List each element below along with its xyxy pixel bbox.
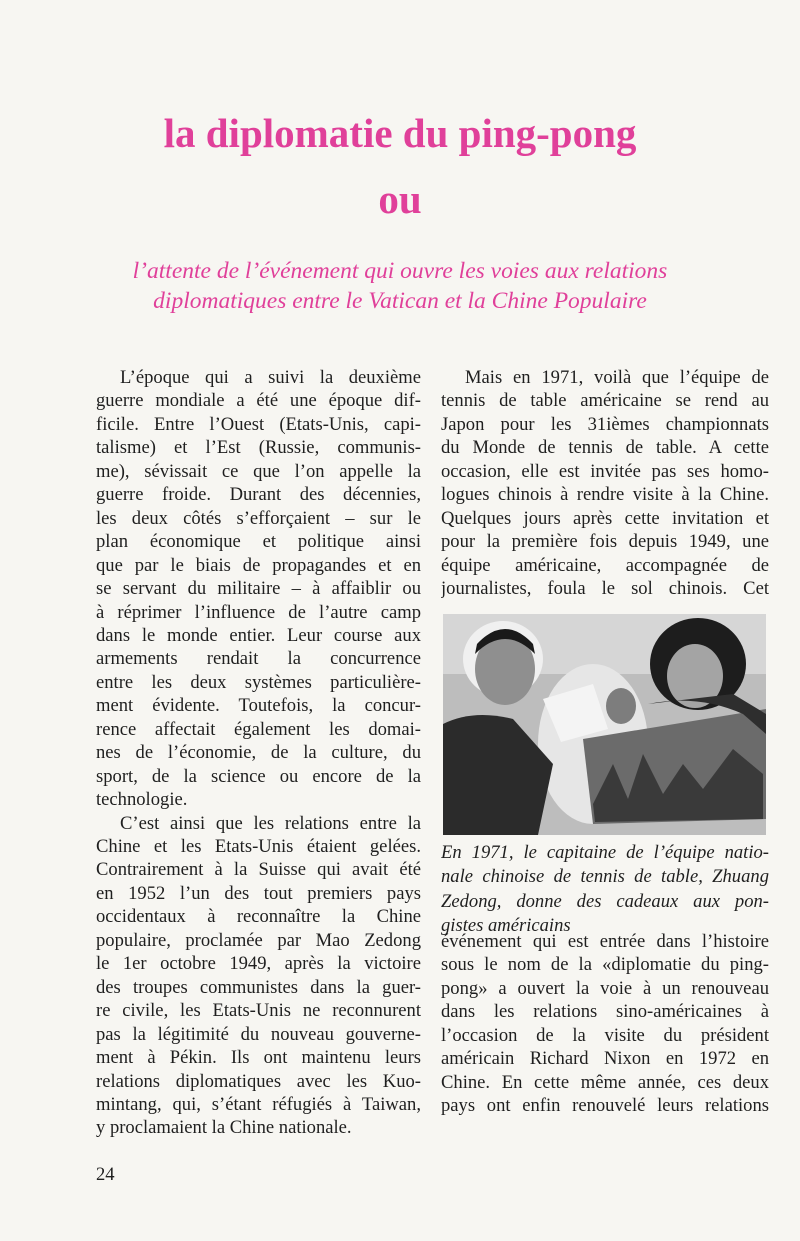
- text-line: du Monde de tennis de table. A cette: [441, 437, 769, 459]
- text-line: événement qui est entrée dans l’histoire: [441, 931, 769, 952]
- text-line: relations diplomatiques avec les Kuo-: [96, 1070, 421, 1092]
- text-line: sous le nom de la «diplomatie du ping-: [441, 954, 769, 976]
- caption-line: nale chinoise de tennis de table, Zhuang: [441, 866, 769, 888]
- text-line: armements rendait la concurrence: [96, 648, 421, 670]
- text-line: les deux côtés s’efforçaient – sur le: [96, 507, 421, 529]
- text-line: guerre mondiale a été une époque dif-: [96, 390, 421, 412]
- text-line: équipe américaine, accompagnée de: [441, 554, 769, 576]
- text-line: C’est ainsi que les relations entre la: [120, 812, 421, 834]
- subtitle-line-2: diplomatiques entre le Vatican et la Chine Populaire: [153, 288, 647, 314]
- text-line: dans le monde entier. Leur course aux: [96, 624, 421, 646]
- text-line: à réprimer l’influence de l’autre camp: [96, 601, 421, 623]
- text-line: y proclamaient la Chine nationale.: [96, 1117, 352, 1139]
- text-line: pas la légitimité du nouveau gouverne-: [96, 1023, 421, 1045]
- text-line: L’époque qui a suivi la deuxième: [120, 367, 421, 388]
- text-line: journalistes, foula le sol chinois. Cet: [441, 578, 769, 600]
- subtitle-line-1: l’attente de l’événement qui ouvre les voies aux relations: [132, 258, 668, 284]
- text-line: des troupes communistes dans la guer-: [96, 976, 421, 998]
- text-line: guerre froide. Durant des décennies,: [96, 484, 421, 506]
- caption-line: gistes américains: [441, 914, 571, 936]
- article-title: la diplomatie du ping-pong: [163, 110, 637, 156]
- page-number: 24: [96, 1164, 115, 1185]
- text-line: se servant du militaire – à affaiblir ou: [96, 578, 421, 600]
- text-line: nes de l’économie, de la culture, du: [96, 742, 421, 764]
- text-line: entre les deux systèmes particulière-: [96, 671, 421, 693]
- text-line: Chine et les Etats-Unis étaient gelées.: [96, 836, 421, 857]
- text-line: ficile. Entre l’Ouest (Etats-Unis, capi-: [96, 413, 421, 435]
- text-line: Mais en 1971, voilà que l’équipe de: [465, 367, 769, 388]
- text-line: que par le biais de propagandes et en: [96, 554, 421, 576]
- text-line: dans les relations sino-américaines à: [441, 1001, 769, 1023]
- ping-pong-photo: [443, 614, 766, 835]
- text-line: occasion, elle est invitée pas ses homo-: [441, 460, 769, 482]
- text-line: pays ont enfin renouvelé leurs relations: [441, 1095, 769, 1117]
- text-line: occidentaux à reconnaître la Chine: [96, 906, 421, 928]
- text-line: logues chinois à rendre visite à la Chine.: [441, 484, 769, 506]
- text-line: me), sévissait ce que l’on appelle la: [96, 460, 421, 482]
- text-line: Contrairement à la Suisse qui avait été: [96, 859, 421, 881]
- text-line: pour la première fois depuis 1949, une: [441, 531, 769, 553]
- text-line: tennis de table américaine se rend au: [441, 390, 769, 412]
- text-line: re civile, les Etats-Unis ne reconnurent: [96, 1000, 421, 1022]
- text-line: sport, de la science ou encore de la: [96, 765, 421, 787]
- text-line: le 1er octobre 1949, après la victoire: [96, 953, 421, 975]
- text-line: Japon pour les 31ièmes championnats: [441, 413, 769, 435]
- photo-illustration: [443, 614, 766, 835]
- text-line: populaire, proclamée par Mao Zedong: [96, 929, 421, 951]
- text-line: technologie.: [96, 789, 188, 811]
- title-connector: ou: [378, 176, 422, 222]
- text-line: talisme) et l’Est (Russie, communis-: [96, 437, 421, 459]
- text-line: plan économique et politique ainsi: [96, 531, 421, 553]
- text-line: américain Richard Nixon en 1972 en: [441, 1048, 769, 1070]
- caption-line: En 1971, le capitaine de l’équipe natio-: [441, 842, 769, 863]
- caption-line: Zedong, donne des cadeaux aux pon-: [441, 890, 769, 912]
- text-line: en 1952 l’un des tout premiers pays: [96, 882, 421, 904]
- text-line: l’occasion de la visite du président: [441, 1024, 769, 1046]
- text-line: ment évidente. Toutefois, la concur-: [96, 695, 421, 717]
- text-line: Quelques jours après cette invitation et: [441, 507, 769, 529]
- text-line: Chine. En cette même année, ces deux: [441, 1071, 769, 1093]
- text-line: mintang, qui, s’étant réfugiés à Taiwan,: [96, 1093, 421, 1115]
- text-line: ment à Pékin. Ils ont maintenu leurs: [96, 1047, 421, 1069]
- text-line: rence affectait également les domai-: [96, 718, 421, 740]
- text-line: pong» a ouvert la voie à un renouveau: [441, 977, 769, 999]
